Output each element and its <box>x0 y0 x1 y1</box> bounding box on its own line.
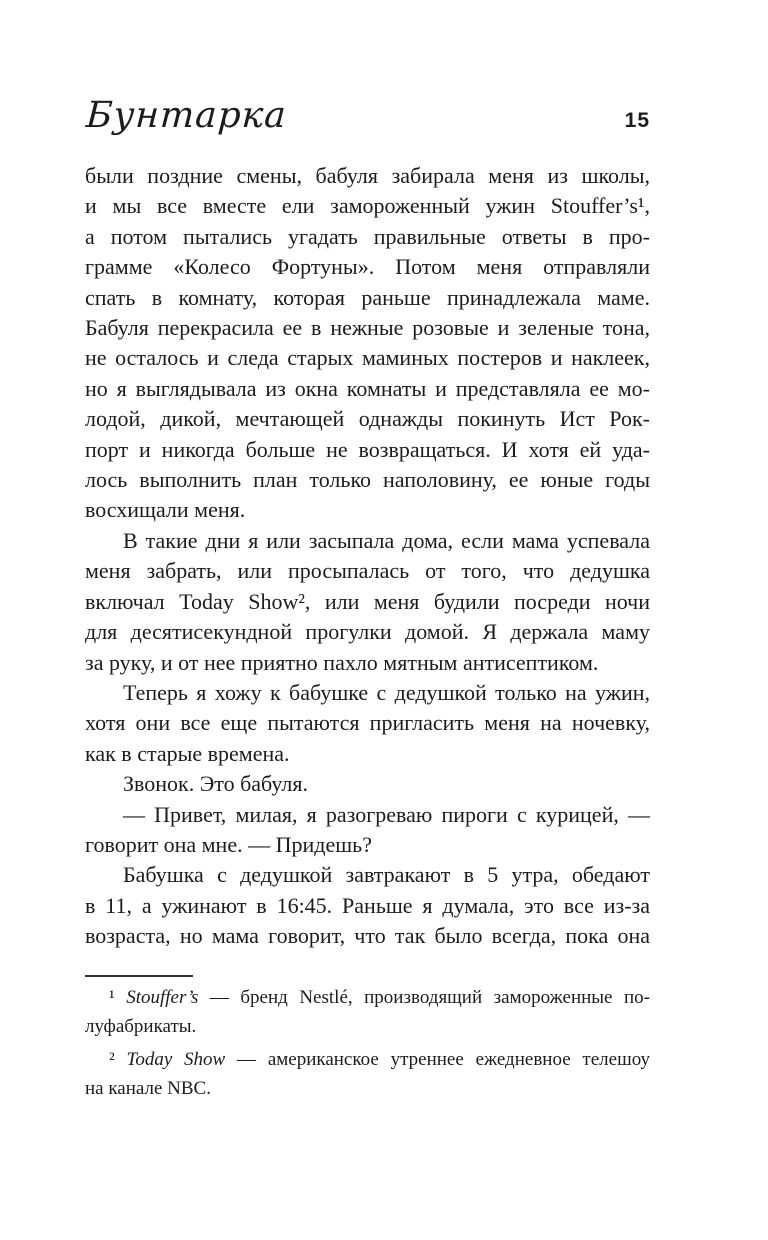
footnote-separator <box>85 975 193 977</box>
text-line: восхищали меня. <box>85 497 246 523</box>
text-line: возраста, но мама говорит, что так было всегда, пока она <box>85 923 650 949</box>
footnote-text: на канале NBC. <box>85 1077 211 1099</box>
footnotes <box>85 984 650 1108</box>
text-line: Теперь я хожу к бабушке с дедушкой только на ужин, <box>123 679 650 705</box>
text-line: не осталось и следа старых маминых постеров и наклеек, <box>85 345 650 371</box>
footnote-line <box>85 1075 650 1104</box>
page-header <box>85 95 650 136</box>
text-line: хотя они все еще пытаются пригласить меня на ночевку, <box>85 710 650 736</box>
footnote-line <box>85 1013 650 1042</box>
text-line: Бабуля перекрасила ее в нежные розовые и зеленые тона, <box>85 315 650 341</box>
footnote-text: луфабрикаты. <box>85 1015 197 1037</box>
text-line: спать в комнату, которая раньше принадлежала маме. <box>85 284 650 310</box>
text-line: за руку, и от нее приятно пахло мятным антисептиком. <box>85 649 599 675</box>
footnote-text: — бренд Nestlé, производящий замороженные по- <box>198 987 651 1008</box>
footnote-text: ¹ <box>109 987 127 1008</box>
text-line: говорит она мне. — Придешь? <box>85 831 372 857</box>
text-line: лось выполнить план только наполовину, ее юные годы <box>85 467 650 493</box>
footnote <box>85 984 650 1041</box>
text-line: грамме «Колесо Фортуны». Потом меня отправляли <box>85 254 650 280</box>
text-line: — Привет, милая, я разогреваю пироги с курицей, — <box>123 801 650 827</box>
footnote-text: ² <box>109 1049 127 1070</box>
text-line: но я выглядывала из окна комнаты и представляла ее мо- <box>85 375 650 401</box>
body-text <box>85 161 650 952</box>
footnote-term: Today Show <box>126 1049 226 1070</box>
footnote-term: Stouffer’s <box>126 987 199 1008</box>
text-line: включал Today Show², или меня будили посреди ночи <box>85 588 650 614</box>
text-line: меня забрать, или просыпалась от того, что дедушка <box>85 558 650 584</box>
page-number: 15 <box>624 109 650 132</box>
footnote-line <box>85 984 650 1013</box>
text-line: Бабушка с дедушкой завтракают в 5 утра, обедают <box>123 862 650 888</box>
text-line: порт и никогда больше не возвращаться. И хотя ей уда- <box>85 436 650 462</box>
footnote <box>85 1046 650 1103</box>
text-line: и мы все вместе ели замороженный ужин Stouffer’s¹, <box>85 193 650 219</box>
text-line: В такие дни я или засыпала дома, если мама успевала <box>123 527 650 553</box>
text-line: Звонок. Это бабуля. <box>123 771 309 797</box>
running-title: Бунтарка <box>85 95 288 136</box>
text-line: в 11, а ужинают в 16:45. Раньше я думала, это все из-за <box>85 892 650 918</box>
text-line: а потом пытались угадать правильные ответы в про- <box>85 223 650 249</box>
text-line: были поздние смены, бабуля забирала меня из школы, <box>85 163 650 188</box>
text-line: для десятисекундной прогулки домой. Я держала маму <box>85 619 650 645</box>
footnote-text: — американское утреннее ежедневное телешоу <box>225 1049 650 1070</box>
footnote-line <box>85 1046 650 1075</box>
text-line: как в старые времена. <box>85 740 290 766</box>
text-line: лодой, дикой, мечтающей однажды покинуть Ист Рок- <box>85 406 650 432</box>
